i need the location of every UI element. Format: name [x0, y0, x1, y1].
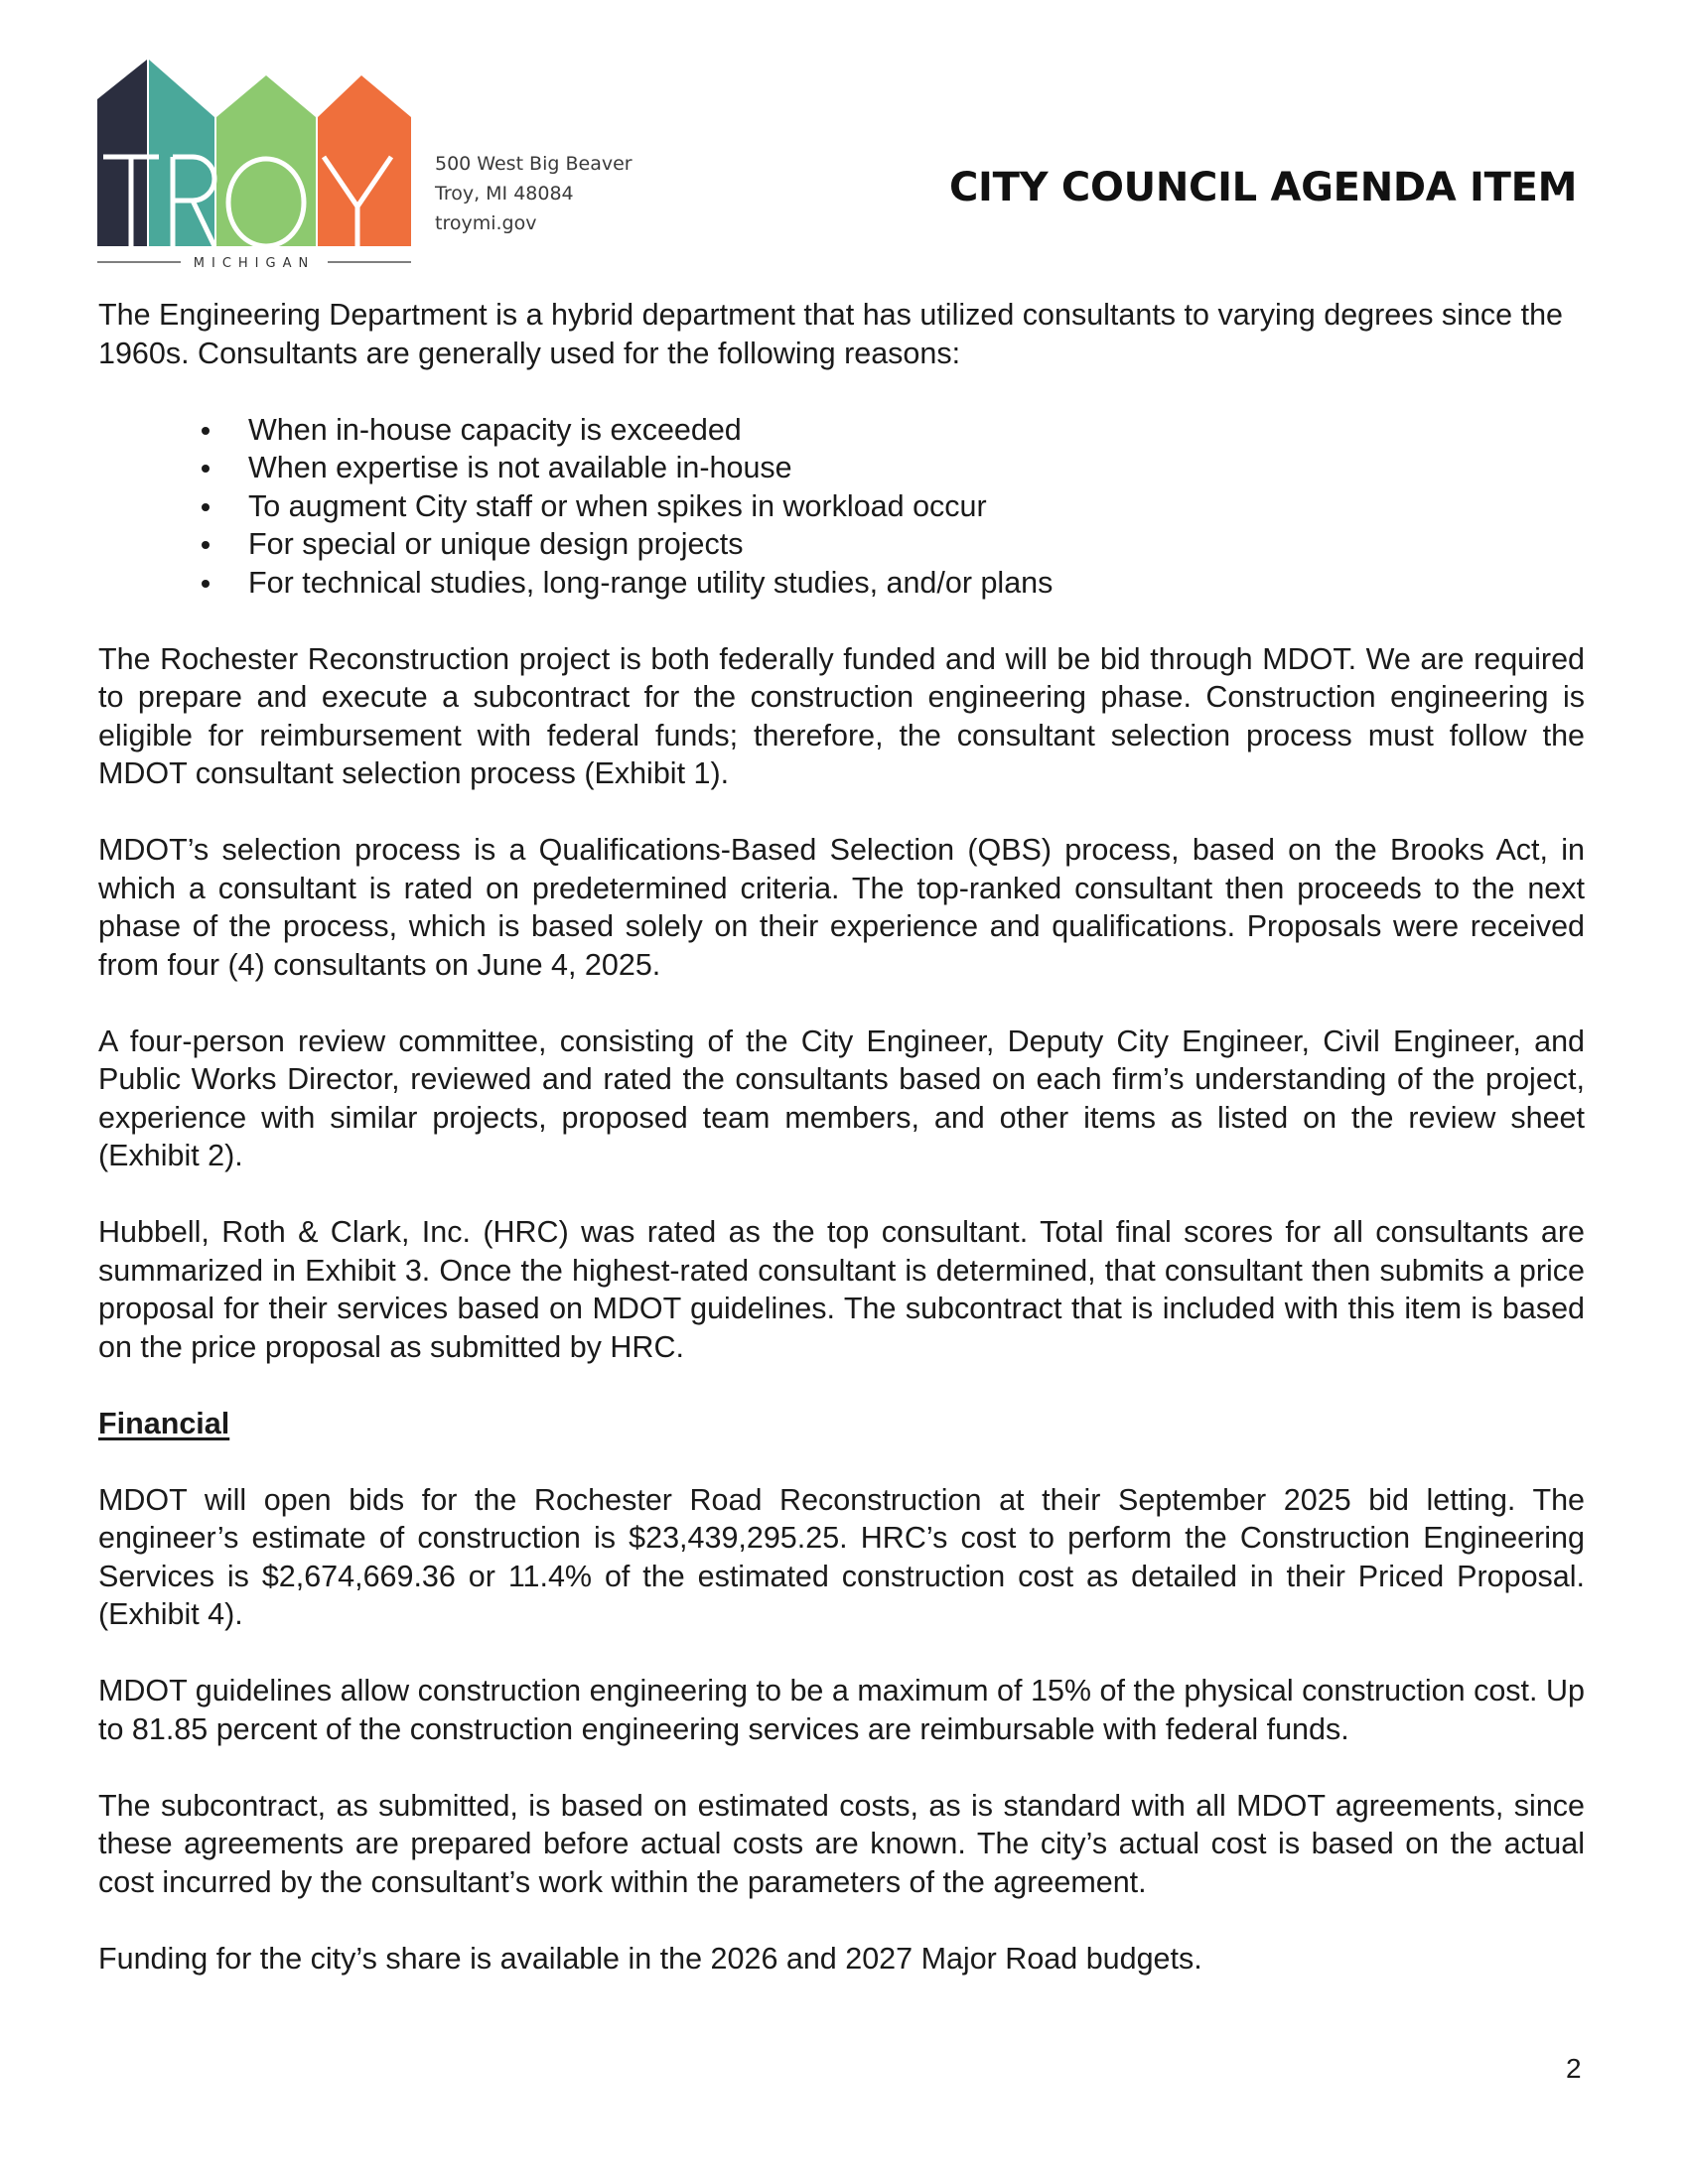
troy-michigan-logo [97, 58, 411, 270]
logo-house-teal [149, 60, 214, 246]
intro-paragraph: The Engineering Department is a hybrid department that has utilized consultants to varying degrees since the 1960s. Consultants are generally used for the following reasons: [98, 298, 1564, 370]
website-link[interactable]: troymi.gov [435, 212, 537, 234]
bids-paragraph: MDOT will open bids for the Rochester Road Reconstruction at their September 2025 bid letting. The engineer’s estimate of construction is $23,439,295.25. HRC’s cost to perform the Construction Engineering Services is $2,674,669.36 or 11.4% of the estimated construction cost as detailed in their Priced Proposal. (Exhibit 4). [98, 1482, 1585, 1631]
list-item: To augment City staff or when spikes in workload occur [98, 487, 1585, 526]
qbs-paragraph: MDOT’s selection process is a Qualifications-Based Selection (QBS) process, based on the Brooks Act, in which a consultant is rated on predetermined criteria. The top-ranked consultant then proceeds to the next phase of the process, which is based solely on their experience and qualifications. Proposals were received from four (4) consultants on June 4, 2025. [98, 833, 1585, 982]
address-city: Troy, MI 48084 [435, 183, 574, 205]
hrc-paragraph: Hubbell, Roth & Clark, Inc. (HRC) was rated as the top consultant. Total final scores for all consultants are summarized in Exhibit 3. Once the highest-rated consultant is determined, that consultant then submits a price proposal for their services based on MDOT guidelines. The subcontract that is included with this item is based on the price proposal as submitted by HRC. [98, 1215, 1585, 1364]
guidelines-paragraph: MDOT guidelines allow construction engineering to be a maximum of 15% of the physical construction cost. Up to 81.85 percent of the construction engineering services are reimbursable with federal funds. [98, 1674, 1585, 1746]
financial-heading: Financial [98, 1406, 230, 1440]
list-item: For technical studies, long-range utility studies, and/or plans [98, 564, 1585, 603]
address-street: 500 West Big Beaver [435, 153, 633, 175]
rochester-paragraph: The Rochester Reconstruction project is both federally funded and will be bid through MDOT. We are required to prepare and execute a subcontract for the construction engineering phase. Construction engineering is eligible for reimbursement with federal funds; therefore, the consultant selection process must follow the MDOT consultant selection process (Exhibit 1). [98, 641, 1585, 790]
list-item: For special or unique design projects [98, 525, 1585, 564]
logo-house-navy [97, 60, 147, 246]
subcontract-paragraph: The subcontract, as submitted, is based on estimated costs, as is standard with all MDOT agreements, since these agreements are prepared before actual costs are known. The city’s actual cost is based on the actual cost incurred by the consultant’s work within the parameters of the agreement. [98, 1788, 1585, 1899]
page-title: CITY COUNCIL AGENDA ITEM [949, 165, 1578, 210]
logo-house-orange [318, 75, 411, 246]
city-address [435, 149, 633, 238]
list-item: When expertise is not available in-house [98, 449, 1585, 487]
logo-subtitle: MICHIGAN [193, 256, 316, 270]
funding-paragraph: Funding for the city’s share is available in the 2026 and 2027 Major Road budgets. [98, 1941, 1202, 1976]
committee-paragraph: A four-person review committee, consisting of the City Engineer, Deputy City Engineer, Civil Engineer, and Public Works Director, reviewed and rated the consultants based on each firm’s understanding of the project, experience with similar projects, proposed team members, and other items as listed on the review sheet (Exhibit 2). [98, 1024, 1585, 1172]
reasons-list [98, 411, 1585, 603]
page-number: 2 [1566, 2053, 1582, 2084]
list-item: When in-house capacity is exceeded [98, 411, 1585, 450]
document-body [98, 296, 1585, 1978]
